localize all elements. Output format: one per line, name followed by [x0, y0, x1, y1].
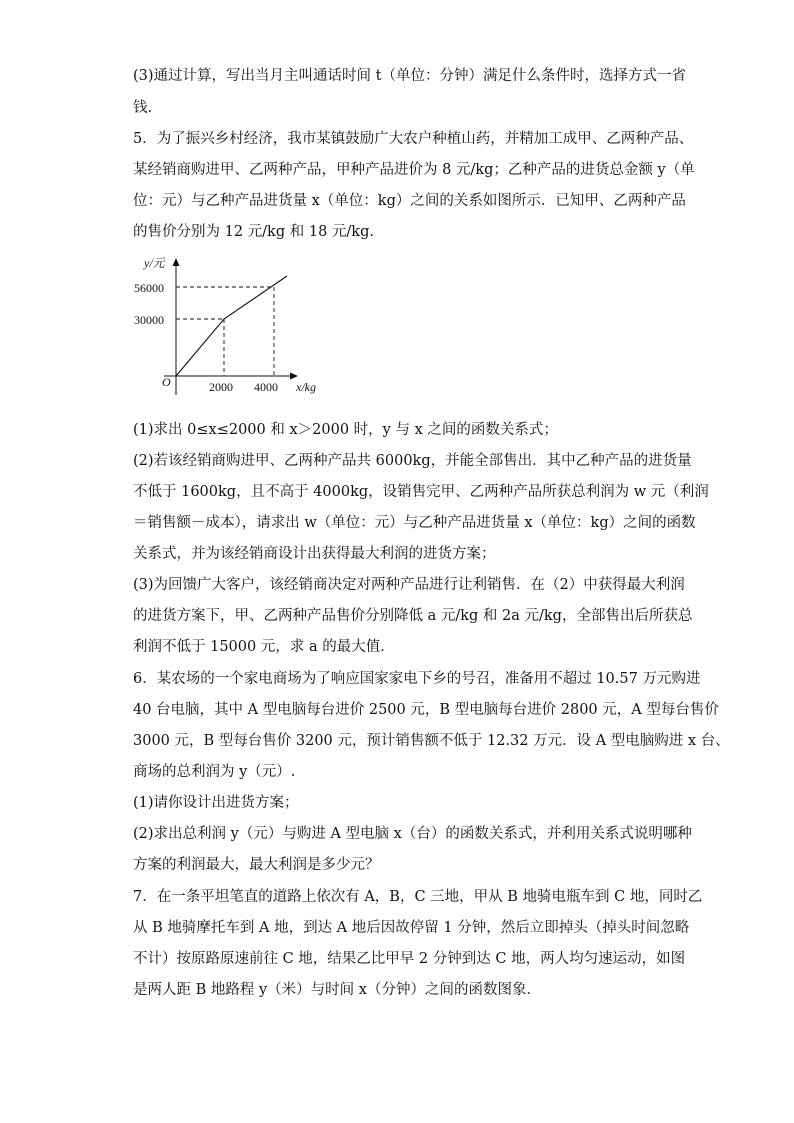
y-tick-30000: 30000	[134, 313, 164, 327]
q4-part3-line2: 钱.	[133, 100, 153, 116]
q5-part3-line1: (3)为回馈广大客户，该经销商决定对两种产品进行让利销售．在（2）中获得最大利润	[133, 577, 685, 593]
q4-part3-line1: (3)通过计算，写出当月主叫通话时间 t（单位：分钟）满足什么条件时，选择方式一省	[133, 68, 686, 84]
q5-line3: 位：元）与乙种产品进货量 x（单位：kg）之间的关系如图所示．已知甲、乙两种产品	[133, 193, 686, 209]
x-tick-2000: 2000	[209, 380, 233, 394]
q6-line2: 40 台电脑，其中 A 型电脑每台进价 2500 元，B 型电脑每台进价 2800 元，A 型每台售价	[133, 702, 719, 718]
q5-part2-line1: (2)若该经销商购进甲、乙两种产品共 6000kg，并能全部售出．其中乙种产品的进货量	[133, 453, 692, 469]
q7-line4: 是两人距 B 地路程 y（米）与时间 x（分钟）之间的函数图象．	[133, 982, 541, 998]
q5-line1: 5．为了振兴乡村经济，我市某镇鼓励广大农户种植山药，并精加工成甲、乙两种产品、	[133, 131, 694, 147]
q5-part1: (1)求出 0≤x≤2000 和 x＞2000 时，y 与 x 之间的函数关系式；	[133, 422, 558, 438]
q7-line1: 7．在一条平坦笔直的道路上依次有 A，B，C 三地，甲从 B 地骑电瓶车到 C 地，同时乙	[133, 889, 703, 905]
y-axis-label: y/元	[144, 256, 165, 270]
q6-part2-line1: (2)求出总利润 y（元）与购进 A 型电脑 x（台）的函数关系式，并利用关系式说明哪种	[133, 826, 692, 842]
q5-part2-line4: 关系式，并为该经销商设计出获得最大利润的进货方案；	[133, 546, 496, 562]
y-axis-arrow-icon	[173, 258, 180, 266]
q7-line3: 不计）按原路原速前往 C 地，结果乙比甲早 2 分钟到达 C 地，两人均匀速运动，如图	[133, 951, 686, 967]
q6-part2-line2: 方案的利润最大，最大利润是多少元？	[133, 857, 380, 873]
q6-line3: 3000 元，B 型每台售价 3200 元，预计销售额不低于 12.32 万元．设 A 型电脑购进 x 台、	[133, 733, 730, 749]
x-axis-arrow-icon	[290, 373, 298, 380]
x-axis-label: x/kg	[296, 380, 316, 394]
q5-line4: 的售价分别为 12 元/kg 和 18 元/kg.	[133, 224, 374, 240]
q5-part3-line2: 的进货方案下，甲、乙两种产品售价分别降低 a 元/kg 和 2a 元/kg，全部售出后所获总	[133, 608, 693, 624]
origin-label: O	[162, 375, 171, 389]
q5-function-graph	[132, 252, 332, 402]
y-tick-56000: 56000	[134, 281, 164, 295]
q6-line4: 商场的总利润为 y（元）.	[133, 764, 296, 780]
q5-part2-line2: 不低于 1600kg，且不高于 4000kg，设销售完甲、乙两种产品所获总利润为 w 元（利润	[133, 484, 709, 500]
q6-part1: (1)请你设计出进货方案；	[133, 795, 299, 811]
q6-line1: 6．某农场的一个家电商场为了响应国家家电下乡的号召，准备用不超过 10.57 万元购进	[133, 671, 701, 687]
q7-line2: 从 B 地骑摩托车到 A 地，到达 A 地后因故停留 1 分钟，然后立即掉头（掉头时间忽略	[133, 920, 690, 936]
q5-part2-line3: ＝销售额－成本），请求出 w（单位：元）与乙种产品进货量 x（单位：kg）之间的函数	[133, 515, 696, 531]
function-line	[176, 276, 287, 376]
q5-line2: 某经销商购进甲、乙两种产品，甲种产品进价为 8 元/kg；乙种产品的进货总金额 y（单	[133, 162, 695, 178]
x-tick-4000: 4000	[254, 380, 278, 394]
q5-part3-line3: 利润不低于 15000 元，求 a 的最大值．	[133, 639, 395, 655]
